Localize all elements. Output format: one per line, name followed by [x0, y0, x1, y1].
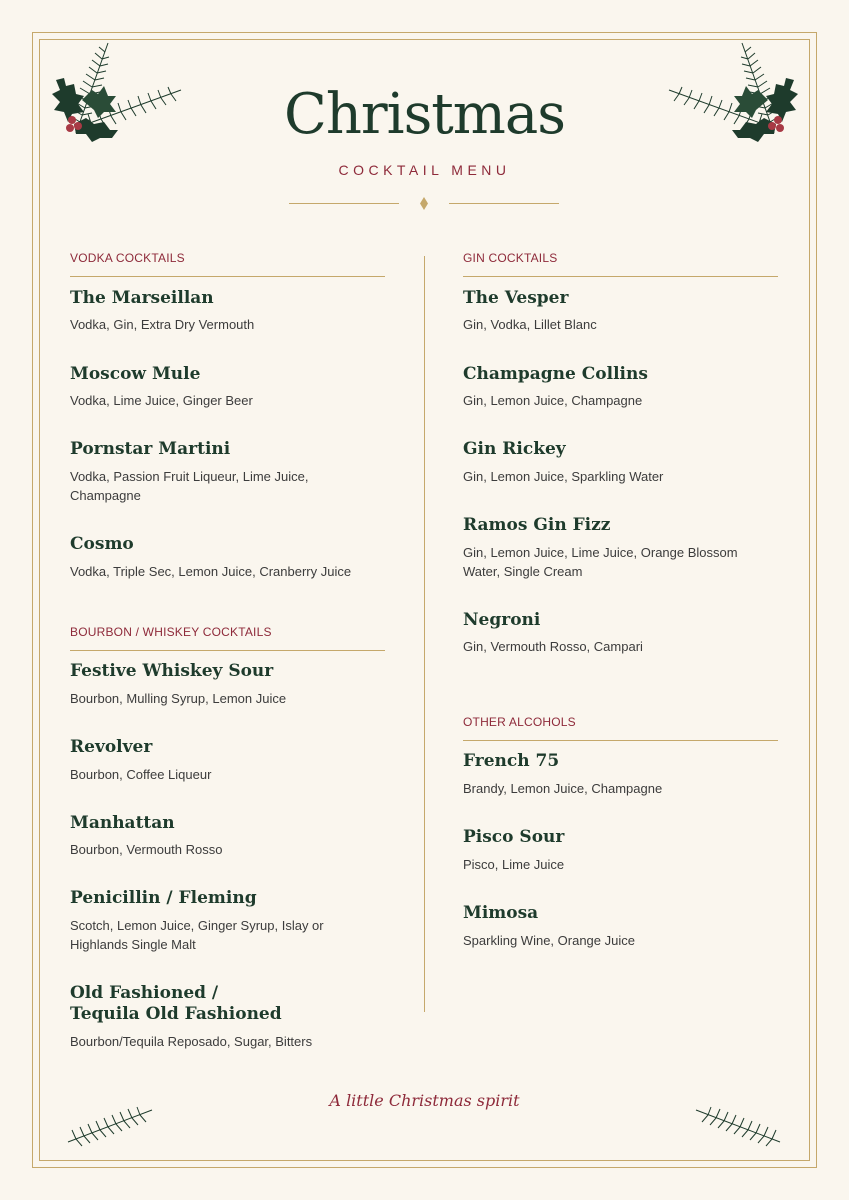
- menu-item-name: The Vesper: [463, 288, 569, 308]
- menu-item-name: Gin Rickey: [463, 439, 566, 459]
- section-label-bourbon: BOURBON / WHISKEY COCKTAILS: [70, 625, 272, 639]
- menu-item-name: French 75: [463, 751, 560, 771]
- menu-item-desc: Gin, Vermouth Rosso, Campari: [463, 639, 643, 654]
- menu-item-desc: Vodka, Lime Juice, Ginger Beer: [70, 393, 253, 408]
- section-rule: [70, 276, 385, 277]
- menu-item-name: Negroni: [463, 610, 541, 630]
- page-subtitle: COCKTAIL MENU: [338, 162, 511, 178]
- menu-item-desc: Vodka, Passion Fruit Liqueur, Lime Juice, Champagne: [70, 469, 309, 503]
- section-label-gin: GIN COCKTAILS: [463, 251, 558, 265]
- menu-item-name: Pisco Sour: [463, 827, 565, 847]
- menu-item-desc: Bourbon, Mulling Syrup, Lemon Juice: [70, 691, 287, 706]
- menu-item-desc: Bourbon/Tequila Reposado, Sugar, Bitters: [70, 1034, 313, 1049]
- menu-item-name: Cosmo: [70, 534, 134, 554]
- menu-item-desc: Vodka, Triple Sec, Lemon Juice, Cranberry Juice: [70, 564, 352, 579]
- menu-item-desc: Pisco, Lime Juice: [463, 857, 565, 872]
- section-label-vodka: VODKA COCKTAILS: [70, 251, 185, 265]
- section-rule: [70, 650, 385, 651]
- menu-item-desc: Vodka, Gin, Extra Dry Vermouth: [70, 317, 255, 332]
- header-divider-left: [289, 203, 399, 204]
- menu-item-name: Pornstar Martini: [70, 439, 231, 459]
- menu-item-desc: Gin, Vodka, Lillet Blanc: [463, 317, 597, 332]
- menu-item-desc: Sparkling Wine, Orange Juice: [463, 933, 635, 948]
- section-rule: [463, 740, 778, 741]
- section-rule: [463, 276, 778, 277]
- menu-item-name: Revolver: [70, 737, 153, 757]
- menu-item-desc: Brandy, Lemon Juice, Champagne: [463, 781, 663, 796]
- menu-item-desc: Gin, Lemon Juice, Sparkling Water: [463, 469, 664, 484]
- section-label-other: OTHER ALCOHOLS: [463, 715, 576, 729]
- diamond-icon: [420, 197, 428, 210]
- menu-item-name: Ramos Gin Fizz: [463, 515, 611, 535]
- menu-item-name: Tequila Old Fashioned: [70, 1004, 282, 1024]
- menu-item-name: Champagne Collins: [463, 364, 648, 384]
- menu-item-name: Penicillin / Fleming: [70, 888, 257, 908]
- page-title: Christmas: [283, 82, 566, 147]
- menu-item-name: Festive Whiskey Sour: [70, 661, 274, 681]
- menu-item-name: Old Fashioned /: [70, 983, 219, 1003]
- menu-item-name: The Marseillan: [70, 288, 214, 308]
- menu-item-name: Moscow Mule: [70, 364, 201, 384]
- menu-item-desc: Gin, Lemon Juice, Champagne: [463, 393, 643, 408]
- menu-item-desc: Gin, Lemon Juice, Lime Juice, Orange Blossom Water, Single Cream: [463, 545, 738, 579]
- menu-item-name: Mimosa: [463, 903, 539, 923]
- header-divider-right: [449, 203, 559, 204]
- menu-item-desc: Bourbon, Coffee Liqueur: [70, 767, 212, 782]
- menu-item-desc: Scotch, Lemon Juice, Ginger Syrup, Islay or Highlands Single Malt: [70, 918, 324, 952]
- menu-item-desc: Bourbon, Vermouth Rosso: [70, 842, 223, 857]
- column-divider: [424, 256, 425, 1012]
- footer-tagline: A little Christmas spirit: [329, 1091, 520, 1110]
- menu-item-name: Manhattan: [70, 813, 175, 833]
